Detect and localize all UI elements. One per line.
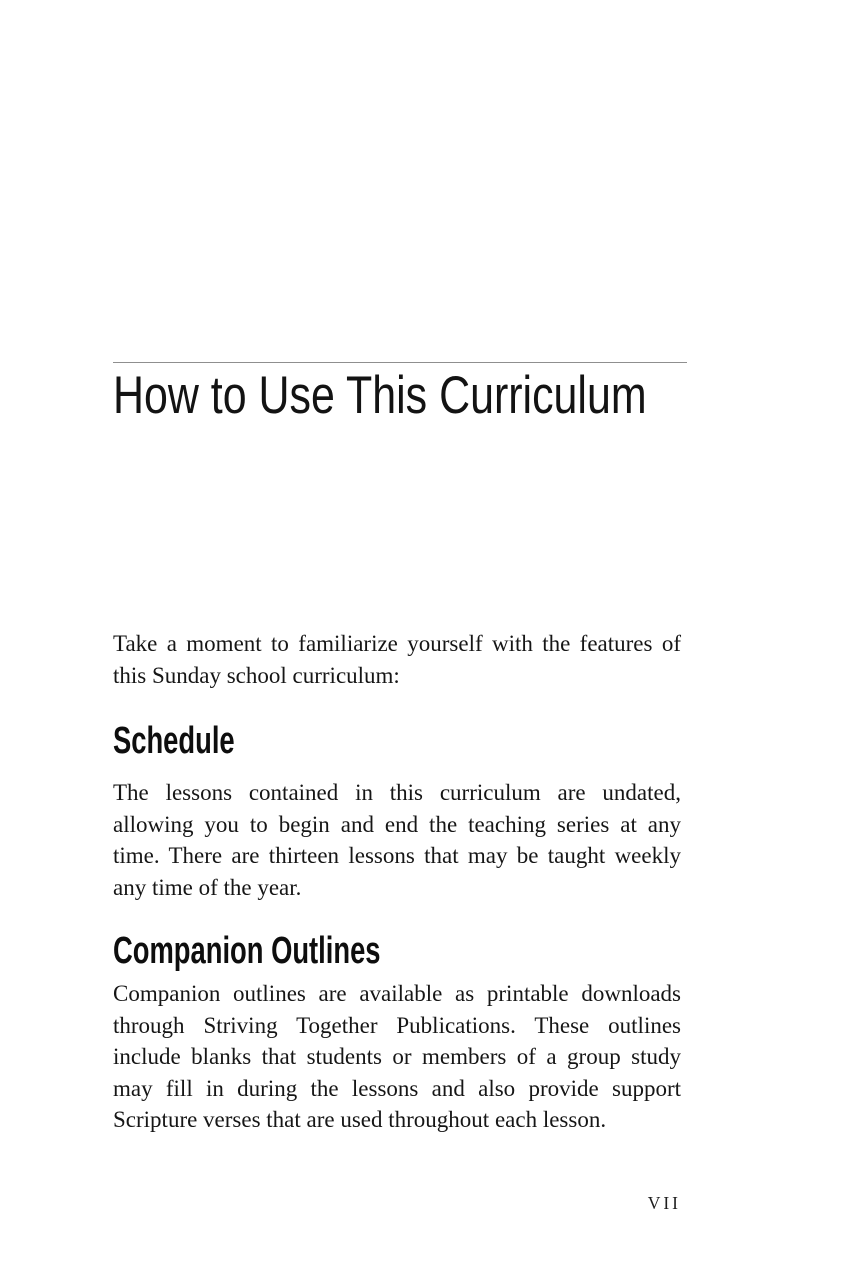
paragraph-line: any time of the year.	[113, 874, 302, 900]
paragraph-line: Companion outlines are available as printable downloads	[113, 981, 681, 1006]
paragraph-line: allowing you to begin and end the teaching series at any	[113, 811, 681, 837]
section-paragraph-schedule	[113, 777, 681, 903]
section-heading-schedule: Schedule	[113, 720, 235, 762]
intro-paragraph	[113, 628, 681, 691]
paragraph-line: The lessons contained in this curriculum are undated,	[113, 780, 681, 805]
chapter-title-rule	[113, 362, 687, 363]
page-number: VII	[647, 1193, 681, 1213]
paragraph-line: may fill in during the lessons and also provide support	[113, 1075, 681, 1101]
section-paragraph-companion-outlines	[113, 978, 681, 1136]
chapter-title: How to Use This Curriculum	[113, 366, 647, 425]
paragraph-line: include blanks that students or members of a group study	[113, 1044, 681, 1069]
paragraph-line: Take a moment to familiarize yourself with the features of	[113, 631, 681, 656]
paragraph-line: time. There are thirteen lessons that may be taught weekly	[113, 843, 681, 868]
paragraph-line: Scripture verses that are used throughout each lesson.	[113, 1107, 607, 1132]
paragraph-line: this Sunday school curriculum:	[113, 662, 400, 688]
paragraph-line: through Striving Together Publications. These outlines	[113, 1012, 681, 1038]
section-heading-companion-outlines: Companion Outlines	[113, 930, 381, 972]
